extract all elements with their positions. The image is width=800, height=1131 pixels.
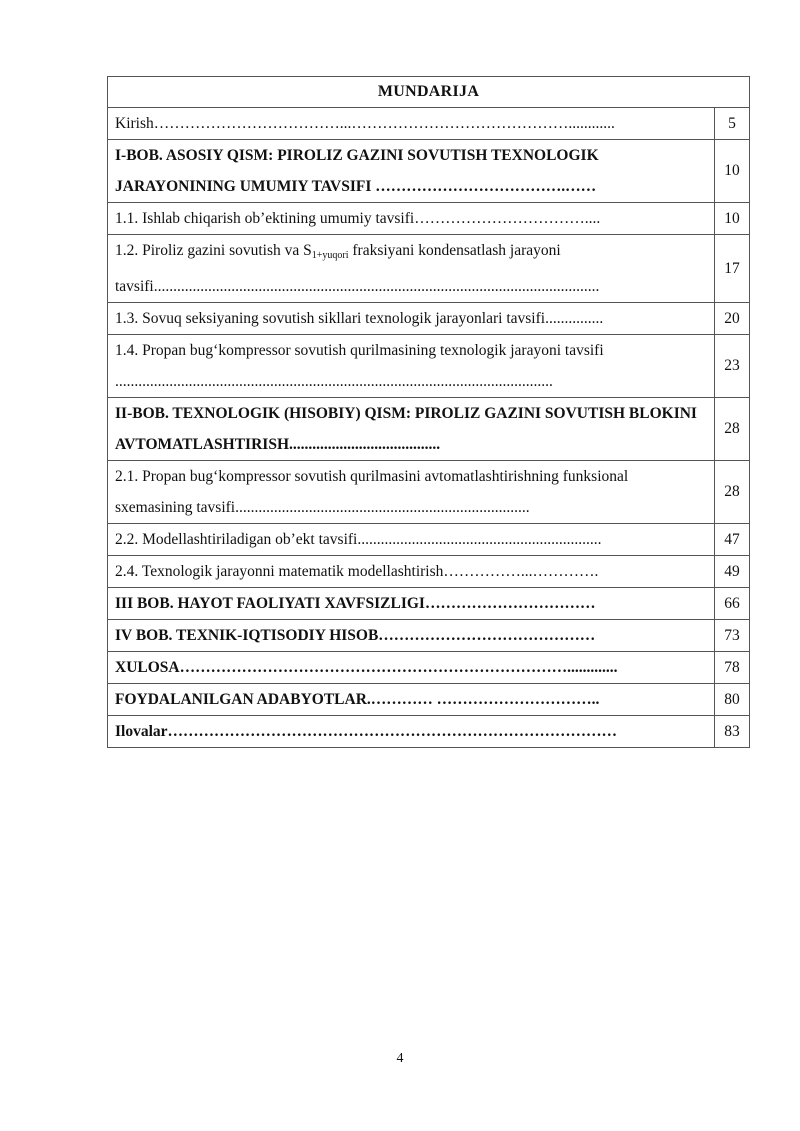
toc-title-row: [108, 77, 750, 108]
toc-entry-text: IV BOB. TEXNIK-IQTISODIY HISOB……………………………………: [108, 620, 715, 652]
toc-entry-text: 2.1. Propan bug‘kompressor sovutish qurilmasini avtomatlashtirishning funksional sxemasining tavsifi............................................................................: [108, 461, 715, 524]
toc-row: [108, 303, 750, 335]
toc-entry-page: 28: [715, 398, 750, 461]
toc-row: [108, 652, 750, 684]
toc-entry-page: 80: [715, 684, 750, 716]
toc-entry-text: Kirish………………………………...……………………………………............: [108, 108, 715, 140]
toc-entry-page: 17: [715, 235, 750, 303]
toc-row: [108, 398, 750, 461]
toc-entry-page: 5: [715, 108, 750, 140]
toc-entry-text: Ilovalar……………………………………………………………………………: [108, 716, 715, 748]
toc-entry-text: III BOB. HAYOT FAOLIYATI XAVFSIZLIGI……………………………: [108, 588, 715, 620]
toc-entry-text: 2.2. Modellashtiriladigan ob’ekt tavsifi...............................................................: [108, 524, 715, 556]
toc-row: [108, 335, 750, 398]
toc-row: [108, 716, 750, 748]
toc-row: [108, 140, 750, 203]
subscript-label: 1+yuqori: [311, 250, 349, 261]
toc-entry-page: 73: [715, 620, 750, 652]
toc-entry-text: FOYDALANILGAN ADABYOTLAR.………… …………………………..: [108, 684, 715, 716]
toc-entry-text-part: 1.2. Piroliz gazini sovutish va S: [115, 242, 312, 259]
toc-entry-page: 47: [715, 524, 750, 556]
toc-entry-text-part: fraksiyani kondensatlash jarayoni tavsifi...................................................................................................................: [115, 242, 600, 295]
toc-entry-text: [108, 235, 715, 303]
toc-entry-page: 49: [715, 556, 750, 588]
toc-entry-text: 2.4. Texnologik jarayonni matematik modellashtirish……………...………….: [108, 556, 715, 588]
toc-entry-text: 1.1. Ishlab chiqarish ob’ektining umumiy tavsifi……………………………....: [108, 203, 715, 235]
toc-entry-page: 83: [715, 716, 750, 748]
toc-entry-text: I-BOB. ASOSIY QISM: PIROLIZ GAZINI SOVUTISH TEXNOLOGIK JARAYONINING UMUMIY TAVSIFI ……………………………….……: [108, 140, 715, 203]
toc-entry-text: II-BOB. TEXNOLOGIK (HISOBIY) QISM: PIROLIZ GAZINI SOVUTISH BLOKINI AVTOMATLASHTIRISH.......................................: [108, 398, 715, 461]
page-number: 4: [396, 1051, 404, 1066]
toc-row: [108, 588, 750, 620]
toc-entry-text: 1.4. Propan bug‘kompressor sovutish qurilmasining texnologik jarayoni tavsifi .................................................................................................................: [108, 335, 715, 398]
toc-entry-text: 1.3. Sovuq seksiyaning sovutish sikllari texnologik jarayonlari tavsifi...............: [108, 303, 715, 335]
toc-row: [108, 556, 750, 588]
toc-entry-page: 10: [715, 203, 750, 235]
toc-row: [108, 108, 750, 140]
toc-row: [108, 524, 750, 556]
toc-row: [108, 684, 750, 716]
toc-row: [108, 203, 750, 235]
toc-entry-page: 66: [715, 588, 750, 620]
toc-entry-page: 20: [715, 303, 750, 335]
table-of-contents: [107, 76, 750, 748]
toc-entry-text: XULOSA………………………………………………………………….............: [108, 652, 715, 684]
toc-entry-page: 23: [715, 335, 750, 398]
toc-row: [108, 620, 750, 652]
toc-row: [108, 461, 750, 524]
toc-row: [108, 235, 750, 303]
toc-entry-page: 28: [715, 461, 750, 524]
toc-title: MUNDARIJA: [108, 77, 750, 108]
toc-entry-page: 10: [715, 140, 750, 203]
toc-entry-page: 78: [715, 652, 750, 684]
